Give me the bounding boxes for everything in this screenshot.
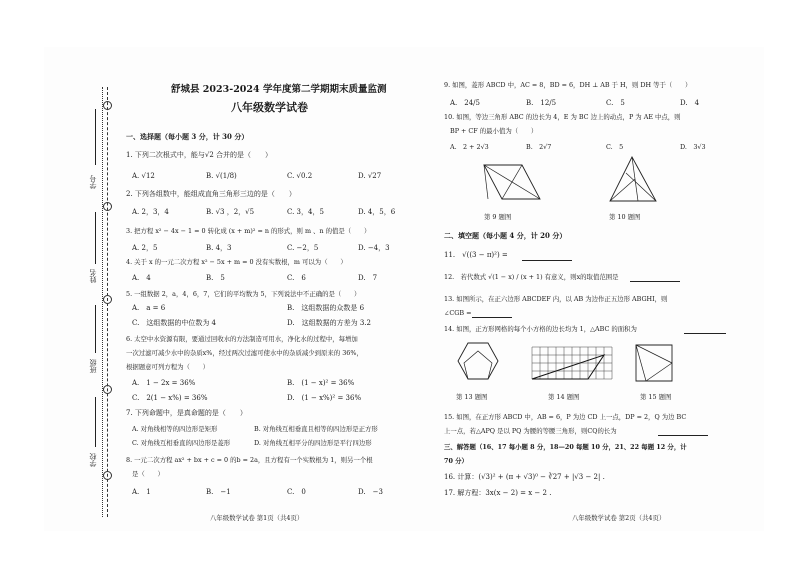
q9-option-a[interactable]: A. 24/5 bbox=[450, 99, 480, 107]
q8-option-a[interactable]: A. 1 bbox=[132, 488, 151, 496]
q15-answer-blank[interactable] bbox=[658, 435, 708, 436]
q6-option-c[interactable]: C. 2(1 − x%) = 36% bbox=[132, 394, 208, 402]
q6-option-b[interactable]: B. (1 − x)² = 36% bbox=[287, 379, 355, 387]
question-15-line-1: 15. 如图，在正方形 ABCD 中，AB = 6，P 为边 CD 上一点，DP = 2，Q 为边 BC bbox=[444, 413, 687, 421]
name-label: 姓名 bbox=[89, 269, 97, 283]
q2-option-d[interactable]: D. 4，5，6 bbox=[358, 208, 396, 216]
q7-option-b[interactable]: B. 对角线互相垂直且相等的四边形是正方形 bbox=[254, 425, 378, 433]
figure-9-rhombus bbox=[474, 159, 554, 207]
q7-option-d[interactable]: D. 对角线互相平分的四边形是平行四边形 bbox=[254, 439, 372, 447]
student-id-label: 学号 bbox=[89, 175, 97, 189]
q5-option-c[interactable]: C. 这组数据的中位数为 4 bbox=[132, 319, 217, 327]
q9-option-c[interactable]: C. 5 bbox=[606, 99, 625, 107]
figure-13-caption: 第 13 题图 bbox=[456, 393, 488, 401]
q5-option-b[interactable]: B. 这组数据的众数是 6 bbox=[287, 304, 365, 312]
question-6-line-1: 6. 太空中水资源有限，要通过回收水的方法制造可用水，净化水的过程中，每增加 bbox=[126, 335, 358, 343]
q14-answer-blank[interactable] bbox=[684, 333, 726, 334]
question-2: 2. 下列各组数中，能组成直角三角形三边的是（ ） bbox=[126, 190, 296, 198]
q10-option-c[interactable]: C. 5 bbox=[606, 143, 624, 151]
q8-option-c[interactable]: C. 0 bbox=[287, 488, 306, 496]
question-13-line-2: ∠CGB = bbox=[444, 309, 472, 317]
q3-option-d[interactable]: D. −4，3 bbox=[358, 244, 390, 252]
figure-14-caption: 第 14 题图 bbox=[548, 393, 580, 401]
exam-title: 舒城县 2023-2024 学年度第二学期期末质量监测 bbox=[171, 84, 387, 95]
figure-10-triangle bbox=[604, 153, 664, 209]
q6-option-a[interactable]: A. 1 − 2x = 36% bbox=[132, 379, 196, 387]
binding-hole bbox=[103, 202, 112, 211]
binding-hole bbox=[103, 471, 112, 480]
q10-option-d[interactable]: D. 3√3 bbox=[680, 143, 706, 151]
q1-option-d[interactable]: D. √27 bbox=[358, 172, 382, 180]
figure-10-caption: 第 10 题图 bbox=[609, 213, 641, 221]
q8-option-d[interactable]: D. −3 bbox=[358, 488, 383, 496]
question-5: 5. 一组数据 2，a，4，6，7，它们的平均数为 5，下列说法中不正确的是（ ） bbox=[126, 290, 361, 298]
question-12: 12. 若代数式 √(1 − x) / (x + 1) 有意义，则x的取值范围是 bbox=[444, 273, 619, 281]
section-2-heading: 二、填空题（每小题 4 分，计 20 分） bbox=[444, 231, 567, 240]
q5-option-d[interactable]: D. 这组数据的方差为 3.2 bbox=[287, 319, 371, 327]
question-14: 14. 如图，正方形网格的每个小方格的边长均为 1，△ABC 的面积为 bbox=[444, 325, 637, 333]
q11-answer-blank[interactable] bbox=[522, 260, 572, 261]
q7-option-c[interactable]: C. 对角线互相垂直的四边形是菱形 bbox=[132, 439, 231, 447]
question-6-line-2: 一次过滤可减少水中的杂质x%，经过两次过滤可使水中的杂质减少到原来的 36%， bbox=[126, 349, 363, 357]
question-10-line-2: BP + CF 的最小值为（ ） bbox=[450, 127, 538, 135]
q12-answer-blank[interactable] bbox=[630, 281, 680, 282]
q5-option-a[interactable]: A. a = 6 bbox=[132, 304, 166, 312]
q10-option-b[interactable]: B. 2√7 bbox=[526, 143, 552, 151]
q6-option-d[interactable]: D. (1 − x%)² = 36% bbox=[287, 394, 362, 402]
question-13-line-1: 13. 如图所示，在正六边形 ABCDEF 内，以 AB 为边作正五边形 ABGHI，则 bbox=[444, 295, 668, 303]
figure-15-square bbox=[632, 341, 680, 389]
figure-14-grid bbox=[532, 347, 616, 387]
question-7: 7. 下列命题中，是真命题的是（ ） bbox=[126, 409, 247, 417]
section-3-heading-line-1: 三、解答题（16、17 每小题 8 分，18—20 每题 10 分，21、22 每题 12 分，计 bbox=[444, 443, 687, 451]
q7-option-a[interactable]: A. 对角线相等的四边形是矩形 bbox=[132, 425, 218, 433]
question-8-line-1: 8. 一元二次方程 ax² + bx + c = 0 的b = 2a，且方程有一个实数根为 1，则另一个根 bbox=[126, 456, 373, 464]
question-9: 9. 如图，菱形 ABCD 中，AC = 8，BD = 6，DH ⊥ AB 于 H，则 DH 等于（ ） bbox=[444, 81, 692, 89]
question-11: 11. √((3 − π)²) = bbox=[444, 251, 508, 259]
q4-option-d[interactable]: D. 7 bbox=[358, 274, 378, 282]
question-3: 3. 把方程 x² − 4x − 1 = 0 转化成 (x + m)² = n 的形式，则 m 、n 的值是（ ） bbox=[126, 227, 371, 235]
q1-option-a[interactable]: A. √12 bbox=[132, 172, 155, 180]
q3-option-a[interactable]: A. 2，5 bbox=[132, 244, 158, 252]
question-17: 17. 解方程：3x(x − 2) = x − 2 . bbox=[444, 489, 552, 497]
class-line[interactable] bbox=[95, 305, 96, 353]
binding-hole bbox=[103, 385, 112, 394]
q2-option-b[interactable]: B. √3 ，2，√5 bbox=[206, 208, 255, 216]
q2-option-a[interactable]: A. 2，3，4 bbox=[132, 208, 169, 216]
q9-option-d[interactable]: D. 4 bbox=[680, 99, 700, 107]
exam-subtitle: 八年级数学试卷 bbox=[231, 101, 308, 114]
q4-option-c[interactable]: C. 6 bbox=[287, 274, 306, 282]
name-line[interactable] bbox=[95, 212, 96, 264]
figure-9-caption: 第 9 题图 bbox=[484, 213, 512, 221]
q1-option-b[interactable]: B. √(1/8) bbox=[206, 172, 237, 180]
q13-answer-blank[interactable] bbox=[472, 317, 512, 318]
section-3-heading-line-2: 70 分） bbox=[444, 457, 468, 465]
section-1-heading: 一、选择题（每小题 3 分，计 30 分） bbox=[126, 132, 249, 141]
left-page-footer: 八年级数学试卷 第1页（共4页） bbox=[210, 514, 304, 522]
q1-option-c[interactable]: C. √0.2 bbox=[287, 172, 313, 180]
q3-option-b[interactable]: B. 4，3 bbox=[206, 244, 232, 252]
q4-option-b[interactable]: B. 5 bbox=[206, 274, 225, 282]
exam-sheet bbox=[44, 47, 764, 531]
question-1: 1. 下列二次根式中，能与√2 合并的是（ ） bbox=[126, 151, 273, 159]
school-line[interactable] bbox=[95, 397, 96, 447]
figure-13-hexagon bbox=[454, 339, 502, 387]
q8-option-b[interactable]: B. −1 bbox=[206, 488, 231, 496]
q9-option-b[interactable]: B. 12/5 bbox=[526, 99, 557, 107]
question-16: 16. 计算：(√3)² + (π + √3)⁰ − ∛27 + |√3 − 2| . bbox=[444, 473, 605, 481]
q10-option-a[interactable]: A. 2 + 2√3 bbox=[450, 143, 489, 151]
student-id-line[interactable] bbox=[95, 109, 96, 165]
class-label: 班级 bbox=[89, 359, 97, 373]
school-label: 学校 bbox=[89, 453, 97, 467]
question-4: 4. 关于 x 的一元二次方程 x² − 5x + m = 0 没有实数根，m 可以为（ ） bbox=[126, 258, 347, 266]
question-8-line-2: 是（ ） bbox=[132, 470, 164, 478]
q4-option-a[interactable]: A. 4 bbox=[132, 274, 151, 282]
binding-hole bbox=[103, 295, 112, 304]
question-15-line-2: 上一点，若△APQ 是以 PQ 为腰的等腰三角形，则CQ的长为 bbox=[444, 427, 617, 435]
question-10-line-1: 10. 如图，等边三角形 ABC 的边长为 4，E 为 BC 边上的动点，P 为 AE 中点，则 bbox=[444, 113, 681, 121]
binding-hole bbox=[103, 101, 112, 110]
figure-15-caption: 第 15 题图 bbox=[640, 393, 672, 401]
q2-option-c[interactable]: C. 3，4，5 bbox=[287, 208, 324, 216]
question-6-line-3: 根据题意可列方程为（ ） bbox=[126, 363, 210, 371]
q3-option-c[interactable]: C. −2，5 bbox=[287, 244, 319, 252]
right-page-footer: 八年级数学试卷 第2页（共4页） bbox=[572, 514, 666, 522]
